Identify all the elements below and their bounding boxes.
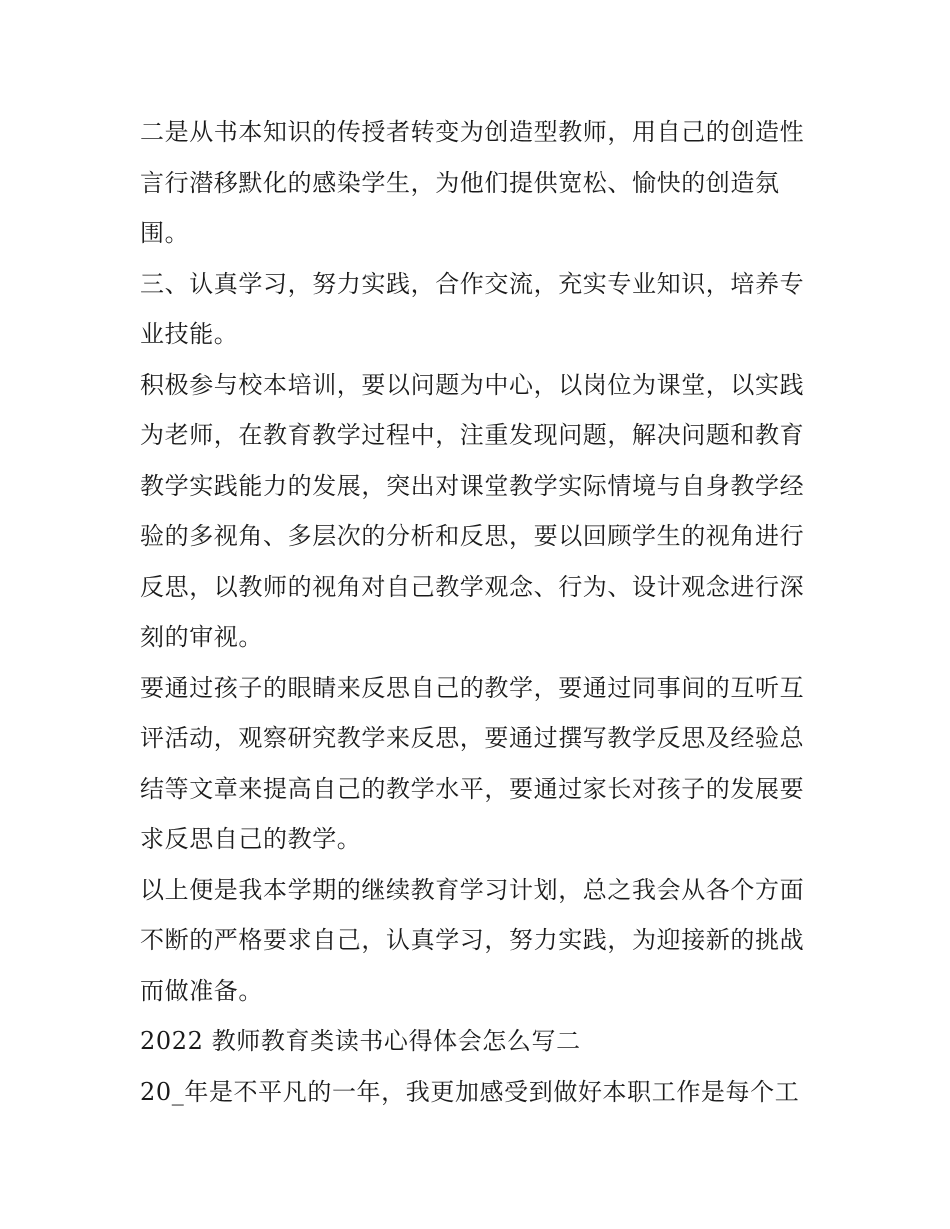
text-line: 验的多视角、多层次的分析和反思，要以回顾学生的视角进行	[140, 522, 805, 550]
text-line: 为老师，在教育教学过程中，注重发现问题，解决问题和教育	[140, 421, 805, 449]
text-line: 要通过孩子的眼睛来反思自己的教学，要通过同事间的互听互	[140, 673, 805, 702]
section-title	[140, 1016, 820, 1067]
text-line: 三、认真学习，努力实践，合作交流，充实专业知识，培养专	[140, 269, 805, 298]
text-line: 结等文章来提高自己的教学水平，要通过家长对孩子的发展要	[140, 774, 805, 803]
text-line: 而做准备。	[140, 976, 263, 1005]
text-line: 以上便是我本学期的继续教育学习计划，总之我会从各个方面	[140, 875, 805, 904]
paragraph-summary	[140, 865, 820, 1017]
text-line: 围。	[140, 219, 190, 247]
text-line: 20_年是不平凡的一年，我更加感受到做好本职工作是每个工	[140, 1077, 800, 1106]
text-line: 二是从书本知识的传授者转变为创造型教师，用自己的创造性	[140, 118, 805, 146]
text-line: 不断的严格要求自己，认真学习，努力实践，为迎接新的挑战	[140, 926, 805, 954]
text-line: 刻的审视。	[140, 623, 263, 651]
text-line: 言行潜移默化的感染学生，为他们提供宽松、愉快的创造氛	[140, 168, 780, 197]
text-line: 教学实践能力的发展，突出对课堂教学实际情境与自身教学经	[140, 471, 805, 500]
text-line: 2022 教师教育类读书心得体会怎么写二	[140, 1027, 581, 1055]
paragraph-section-three-heading	[140, 259, 820, 360]
text-line: 求反思自己的教学。	[140, 825, 362, 853]
paragraph-school-training	[140, 360, 820, 663]
text-line: 反思，以教师的视角对自己教学观念、行为、设计观念进行深	[140, 572, 805, 601]
text-line: 积极参与校本培训，要以问题为中心，以岗位为课堂，以实践	[140, 370, 805, 399]
text-line: 业技能。	[140, 320, 239, 348]
paragraph-year-intro	[140, 1067, 820, 1118]
paragraph-reflection	[140, 663, 820, 865]
text-line: 评活动，观察研究教学来反思，要通过撰写教学反思及经验总	[140, 724, 805, 752]
document-body	[140, 107, 820, 1117]
paragraph-creative-teacher	[140, 107, 820, 259]
